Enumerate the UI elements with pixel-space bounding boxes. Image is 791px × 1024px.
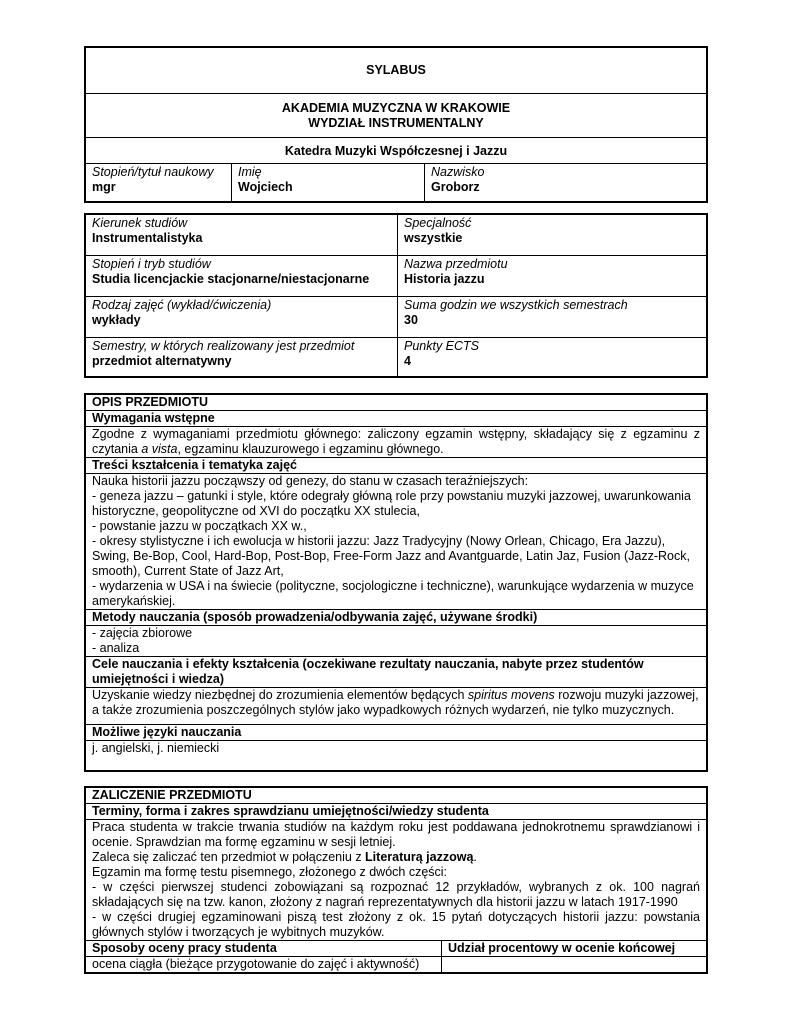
class-type-value: wykłady	[92, 313, 141, 327]
academy-name: AKADEMIA MUZYCZNA W KRAKOWIE	[281, 101, 511, 115]
assessment-box	[84, 786, 708, 974]
content-line: - okresy stylistyczne i ich ewolucja w historii jazzu: Jazz Tradycyjny (Nowy Orlean, Chicago, Era Jazzu), Swing, Be-Bop, Cool, Hard-Bop, Post-Bop, Free-Form Jazz and Avantguarde, Latin Jaz, Fusion (Jazz-Rock, smooth), Current State of Jazz Art,	[92, 534, 690, 578]
languages-text: j. angielski, j. niemiecki	[92, 741, 220, 755]
content-line: - powstanie jazzu w początkach XX w.,	[92, 519, 307, 533]
syllabus-title: SYLABUS	[86, 48, 706, 94]
grading-method-cell: ocena ciągła (bieżące przygotowanie do zajęć i aktywność)	[86, 957, 442, 972]
study-mode-value: Studia licencjackie stacjonarne/niestacjonarne	[92, 272, 370, 286]
grading-header-row	[86, 941, 706, 957]
course-content-text	[86, 474, 706, 610]
institution-header	[86, 94, 706, 138]
course-description-box	[84, 393, 708, 772]
content-line: - wydarzenia w USA i na świecie (polityczne, socjologiczne i techniczne), warunkujące wydarzenia w muzyce amerykańskiej.	[92, 579, 694, 608]
prerequisites-title: Wymagania wstępne	[86, 411, 706, 427]
description-title: OPIS PRZEDMIOTU	[86, 395, 706, 411]
specialization-value: wszystkie	[404, 231, 463, 245]
info-row-4: Semestry, w których realizowany jest przedmiot przedmiot alternatywny Punkty ECTS 4	[86, 337, 706, 378]
info-row-3: Rodzaj zajęć (wykład/ćwiczenia) wykłady Suma godzin we wszystkich semestrach 30	[86, 296, 706, 337]
degree-value: mgr	[92, 180, 116, 194]
total-hours-value: 30	[404, 313, 418, 327]
learning-goals-title: Cele nauczania i efekty kształcenia (oczekiwane rezultaty nauczania, nabyte przez studentów umiejętności i wiedza)	[86, 657, 706, 688]
teaching-methods-text: - zajęcia zbiorowe - analiza	[86, 626, 706, 657]
first-name-value: Wojciech	[238, 180, 293, 194]
info-row-1: Kierunek studiów Instrumentalistyka Specjalność wszystkie	[86, 215, 706, 255]
grading-row	[86, 957, 706, 972]
header-box	[84, 46, 708, 203]
field-of-study-value: Instrumentalistyka	[92, 231, 203, 245]
prerequisites-text: Zgodne z wymaganiami przedmiotu głównego: zaliczony egzamin wstępny, składający się z egzaminu z czytania a vista, egzaminu klauzurowego i egzaminu głównego.	[86, 427, 706, 458]
department-name: Katedra Muzyki Współczesnej i Jazzu	[86, 138, 706, 164]
languages-title: Możliwe języki nauczania	[86, 725, 706, 741]
surname-value: Groborz	[431, 180, 480, 194]
semesters-value: przedmiot alternatywny	[92, 354, 232, 368]
exam-terms-title: Terminy, forma i zakres sprawdzianu umiejętności/wiedzy studenta	[86, 804, 706, 820]
degree-cell: Stopień/tytuł naukowy mgr	[86, 164, 232, 201]
faculty-name: WYDZIAŁ INSTRUMENTALNY	[308, 116, 484, 130]
teacher-row	[86, 164, 706, 201]
assessment-title: ZALICZENIE PRZEDMIOTU	[86, 788, 706, 804]
course-info-box	[84, 213, 708, 378]
grading-percent-cell	[442, 957, 706, 972]
learning-goals-text: Uzyskanie wiedzy niezbędnej do zrozumienia elementów będących spiritus movens rozwoju muzyki jazzowej, a także zrozumienia poszczególnych stylów jako wypadkowych różnych wydarzeń, nie tylko muzycznych.	[86, 688, 706, 725]
grading-percent-header: Udział procentowy w ocenie końcowej	[448, 941, 676, 955]
exam-terms-text: Praca studenta w trakcie trwania studiów na każdym roku jest poddawana jednokrotnemu sprawdzianowi i ocenie. Sprawdzian ma formę egzaminu w sesji letniej. Zaleca się zaliczać ten przedmiot w połączeniu z Literaturą jazzową. Egzamin ma formę testu pisemnego, złożonego z dwóch części: - w części pierwszej studenci zobowiązani są rozpoznać 12 przykładów, wybranych z ok. 100 nagrań składających się na tzw. kanon, złożony z nagrań reprezentatywnych dla historii jazzu w latach 1917-1990 - w części drugiej egzaminowani piszą test złożony z ok. 15 pytań dotyczących historii jazzu: powstania głównych stylów i tworzących je wybitnych muzyków.	[86, 820, 706, 941]
info-row-2: Stopień i tryb studiów Studia licencjackie stacjonarne/niestacjonarne Nazwa przedmiotu Historia jazzu	[86, 255, 706, 296]
subject-name-value: Historia jazzu	[404, 272, 485, 286]
content-line: Nauka historii jazzu począwszy od genezy, do stanu w czasach teraźniejszych:	[92, 474, 529, 488]
ects-value: 4	[404, 354, 411, 368]
course-content-title: Treści kształcenia i tematyka zajęć	[86, 458, 706, 474]
literature-course-name: Literaturą jazzową	[365, 850, 474, 864]
first-name-cell: Imię Wojciech	[232, 164, 425, 201]
teaching-methods-title: Metody nauczania (sposób prowadzenia/odbywania zajęć, używane środki)	[86, 610, 706, 626]
surname-cell: Nazwisko Groborz	[425, 164, 706, 201]
content-line: - geneza jazzu – gatunki i style, które odegrały główną role przy powstaniu muzyki jazzowej, uwarunkowania historyczne, geopolityczne od XVI do początku XX stulecia,	[92, 489, 691, 518]
grading-methods-header: Sposoby oceny pracy studenta	[86, 941, 442, 956]
